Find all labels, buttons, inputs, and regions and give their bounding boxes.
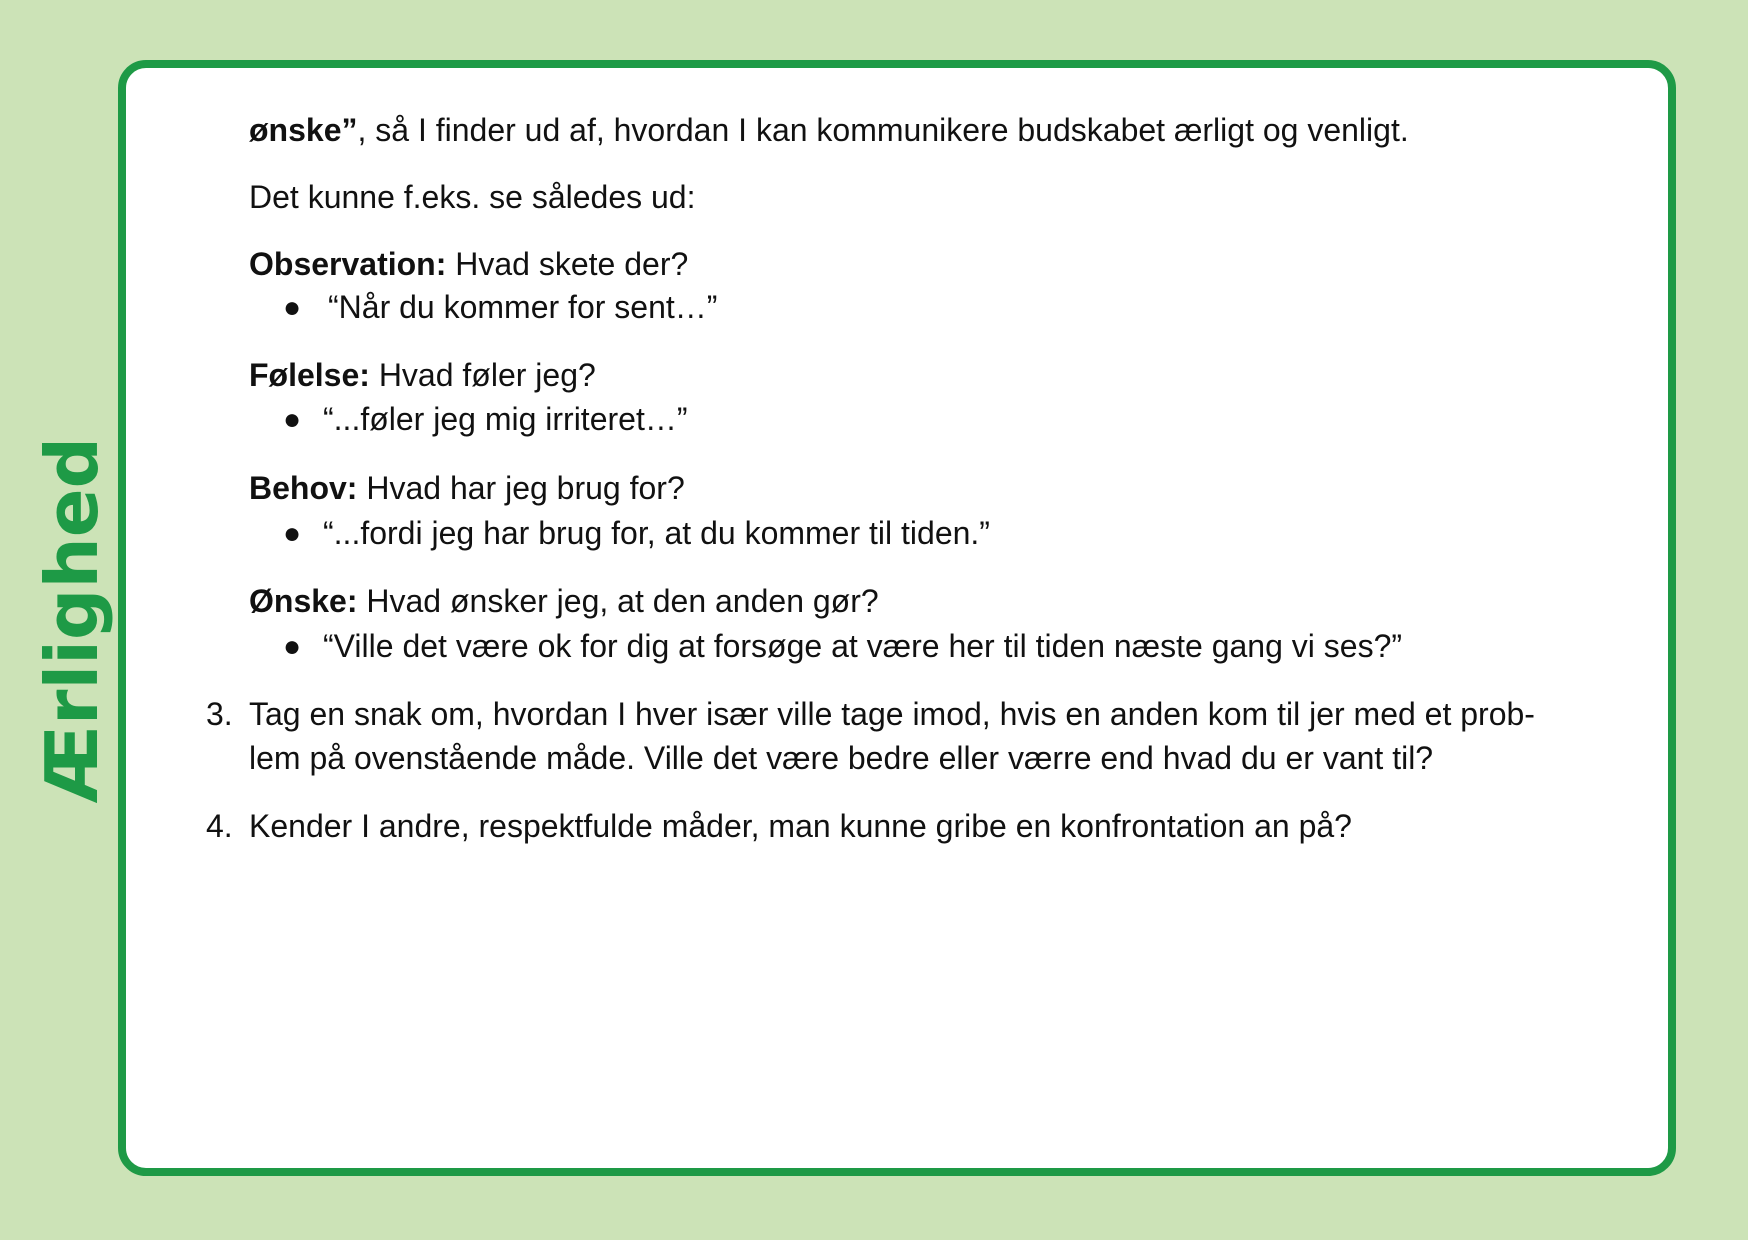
side-title: Ærlighed: [30, 436, 114, 804]
step-label: Observation:: [249, 246, 447, 282]
intro-paragraph: [249, 108, 1409, 153]
step-question: Hvad har jeg brug for?: [357, 470, 685, 506]
step-wish-heading: [249, 579, 879, 624]
step-feeling-heading: [249, 353, 596, 398]
example-intro: Det kunne f.eks. se således ud:: [249, 179, 696, 215]
intro-bold-word: ønske”: [249, 112, 358, 148]
item-number: 3.: [206, 696, 233, 732]
step-question: Hvad ønsker jeg, at den anden gør?: [357, 583, 879, 619]
step-example: “Ville det være ok for dig at forsøge at være her til tiden næste gang vi ses?”: [323, 628, 1403, 664]
item-number: 4.: [206, 808, 233, 844]
item-text-line: Kender I andre, respektfulde måder, man kunne gribe en konfrontation an på?: [249, 808, 1352, 844]
step-label: Følelse:: [249, 357, 370, 393]
bullet-icon: ●: [283, 291, 302, 324]
step-label: Ønske:: [249, 583, 358, 619]
bullet-icon: ●: [283, 403, 302, 436]
intro-text: , så I finder ud af, hvordan I kan kommunikere budskabet ærligt og venligt.: [357, 112, 1409, 148]
item-text-line: lem på ovenstående måde. Ville det være bedre eller værre end hvad du er vant til?: [249, 740, 1434, 776]
step-example: “...føler jeg mig irriteret…”: [323, 401, 688, 437]
bullet-icon: ●: [283, 630, 302, 663]
content-card: [118, 60, 1676, 1176]
step-question: Hvad føler jeg?: [369, 357, 596, 393]
step-observation-heading: [249, 242, 688, 287]
item-text-line: Tag en snak om, hvordan I hver især ville tage imod, hvis en anden kom til jer med et prob-: [249, 696, 1535, 732]
step-example: “...fordi jeg har brug for, at du kommer til tiden.”: [323, 515, 990, 551]
step-question: Hvad skete der?: [446, 246, 689, 282]
step-need-heading: [249, 466, 685, 511]
step-label: Behov:: [249, 470, 358, 506]
step-example: “Når du kommer for sent…”: [328, 289, 718, 325]
bullet-icon: ●: [283, 517, 302, 550]
